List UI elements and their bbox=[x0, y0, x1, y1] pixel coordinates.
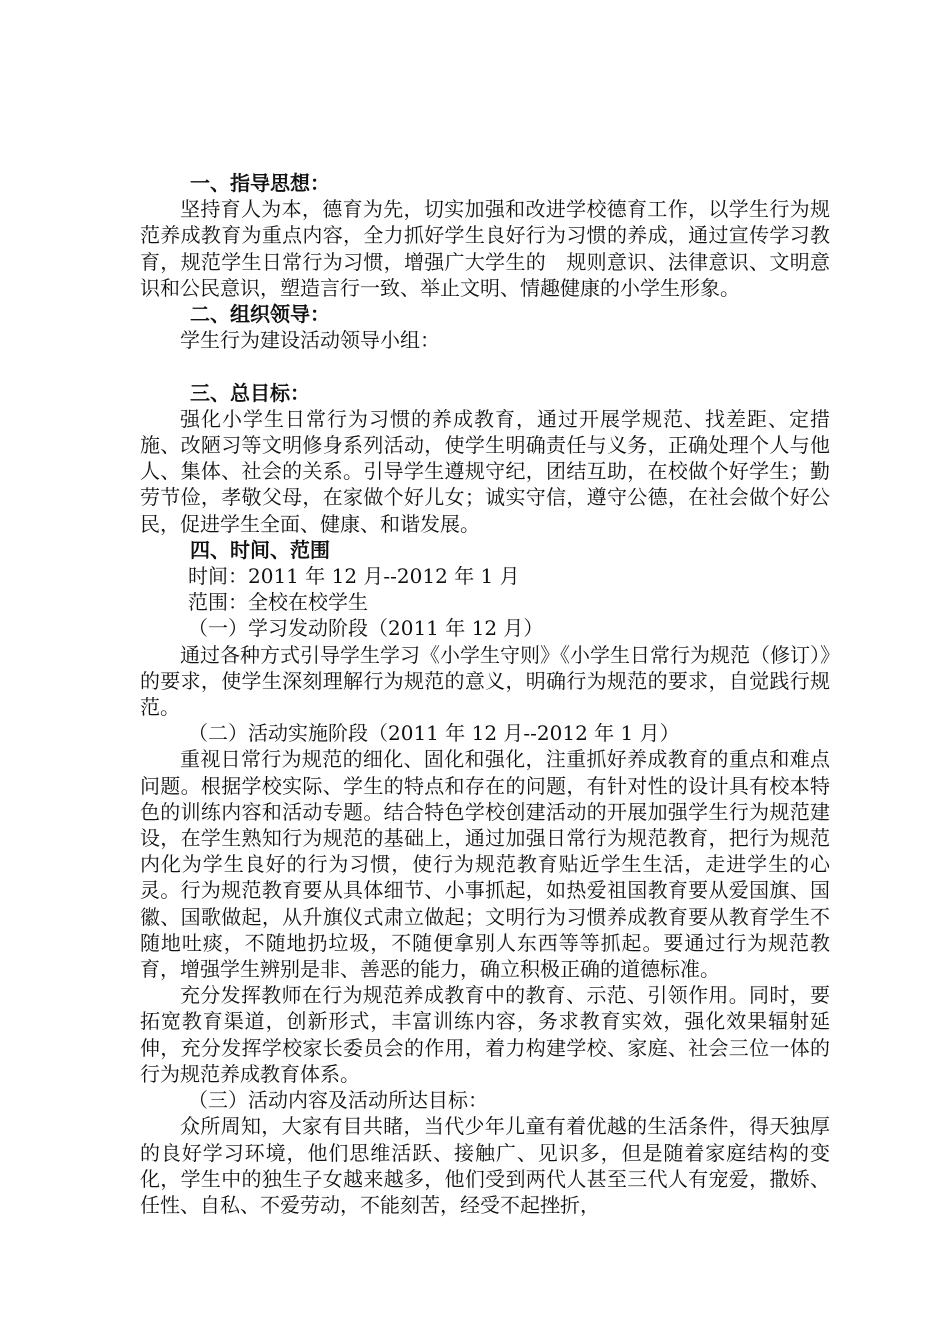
section-heading-guiding-thought: 一、指导思想： bbox=[190, 171, 330, 195]
phase3-title: （三）活动内容及活动所达目标： bbox=[188, 1088, 488, 1113]
scope-line: 范围：全校在校学生 bbox=[188, 590, 368, 615]
phase1-title: （一）学习发动阶段（2011 年 12 月） bbox=[188, 616, 544, 641]
time-line: 时间：2011 年 12 月--2012 年 1 月 bbox=[188, 564, 520, 589]
phase2-body-1: 重视日常行为规范的细化、固化和强化，注重抓好养成教育的重点和难点问题。根据学校实际、学生的特点和存在的问题，有针对性的设计具有校本特色的训练内容和活动专题。结合特色学校创建活动的开展加强学生行为规范建设，在学生熟知行为规范的基础上，通过加强日常行为规范教育，把行为规范内化为学生良好的行为习惯，使行为规范教育贴近学生生活，走进学生的心灵。行为规范教育要从具体细节、小事抓起，如热爱祖国教育要从爱国旗、国徽、国歌做起，从升旗仪式肃立做起；文明行为习惯养成教育要从教育学生不随地吐痰，不随地扔垃圾，不随便拿别人东西等等抓起。要通过行为规范教育，增强学生辨别是非、善恶的能力，确立积极正确的道德标准。 bbox=[140, 747, 830, 982]
section-body-organization: 学生行为建设活动领导小组： bbox=[180, 328, 440, 353]
section-body-guiding-thought: 坚持育人为本，德育为先，切实加强和改进学校德育工作，以学生行为规范养成教育为重点内容，全力抓好学生良好行为习惯的养成，通过宣传学习教育，规范学生日常行为习惯，增强广大学生的 规则意识、法律意识、文明意识和公民意识，塑造言行一致、举止文明、情趣健康的小学生形象。 bbox=[140, 197, 830, 300]
phase3-body: 众所周知，大家有目共睹，当代少年儿童有着优越的生活条件，得天独厚的良好学习环境，他们思维活跃、接触广、见识多，但是随着家庭结构的变化，学生中的独生子女越来越多，他们受到两代人甚至三代人有宠爱，撒娇、任性、自私、不爱劳动，不能刻苦，经受不起挫折， bbox=[140, 1114, 830, 1217]
blank-line bbox=[140, 353, 830, 379]
section-body-goal: 强化小学生日常行为习惯的养成教育，通过开展学规范、找差距、定措施、改陋习等文明修身系列活动，使学生明确责任与义务，正确处理个人与他人、集体、社会的关系。引导学生遵规守纪，团结互助，在校做个好学生；勤劳节俭，孝敬父母，在家做个好儿女；诚实守信，遵守公德，在社会做个好公民，促进学生全面、健康、和谐发展。 bbox=[140, 406, 830, 536]
section-heading-goal: 三、总目标： bbox=[190, 380, 310, 405]
phase1-body: 通过各种方式引导学生学习《小学生守则》《小学生日常行为规范（修订）》的要求，使学生深刻理解行为规范的意义，明确行为规范的要求，自觉践行规范。 bbox=[140, 642, 830, 720]
section-heading-time-scope: 四、时间、范围 bbox=[190, 537, 330, 562]
phase2-title: （二）活动实施阶段（2011 年 12 月--2012 年 1 月） bbox=[188, 721, 680, 746]
phase2-body-2: 充分发挥教师在行为规范养成教育中的教育、示范、引领作用。同时，要拓宽教育渠道，创新形式，丰富训练内容，务求教育实效，强化效果辐射延伸，充分发挥学校家长委员会的作用，着力构建学校、家庭、社会三位一体的行为规范养成教育体系。 bbox=[140, 983, 830, 1086]
document-page bbox=[140, 170, 830, 1218]
section-heading-organization: 二、组织领导： bbox=[190, 302, 330, 327]
